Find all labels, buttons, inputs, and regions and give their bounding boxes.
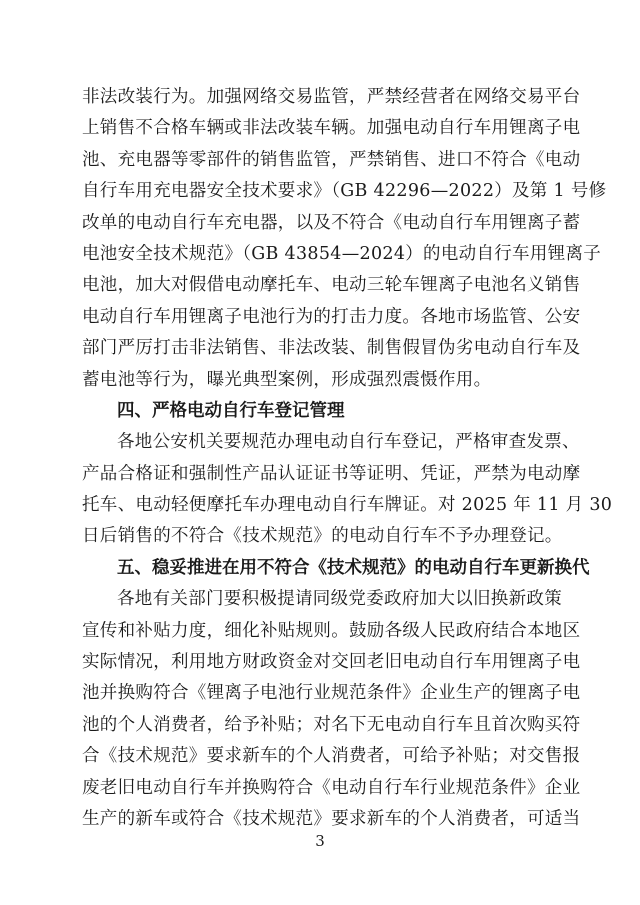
- text-line: 废老旧电动自行车并换购符合《电动自行车行业规范条件》企业: [82, 777, 581, 798]
- text-line: 电池，加大对假借电动摩托车、电动三轮车锂离子电池名义销售: [82, 275, 581, 296]
- page-number: 3: [315, 832, 325, 850]
- text-line: 合《技术规范》要求新车的个人消费者，可给予补贴；对交售报: [82, 746, 581, 767]
- section-heading: 五、稳妥推进在用不符合《技术规范》的电动自行车更新换代: [117, 557, 590, 578]
- text-line: 池的个人消费者，给予补贴；对名下无电动自行车且首次购买符: [82, 714, 581, 735]
- text-line: 各地有关部门要积极提请同级党委政府加大以旧换新政策: [117, 589, 562, 610]
- text-line: 各地公安机关要规范办理电动自行车登记，严格审查发票、: [117, 432, 580, 453]
- text-line: 电动自行车用锂离子电池行为的打击力度。各地市场监管、公安: [82, 306, 581, 327]
- text-line: 非法改装行为。加强网络交易监管，严禁经营者在网络交易平台: [82, 87, 581, 107]
- section-registration-management: [82, 396, 613, 553]
- text-line: 蓄电池等行为，曝光典型案例，形成强烈震慑作用。: [82, 369, 492, 390]
- text-line: 池并换购符合《锂离子电池行业规范条件》企业生产的锂离子电: [82, 683, 581, 704]
- text-line: 部门严厉打击非法销售、非法改装、制售假冒伪劣电动自行车及: [82, 338, 581, 359]
- document-page: [82, 82, 613, 835]
- text-line: 宣传和补贴力度，细化补贴规则。鼓励各级人民政府结合本地区: [82, 620, 581, 641]
- text-line: 上销售不合格车辆或非法改装车辆。加强电动自行车用锂离子电: [82, 118, 581, 139]
- text-line: 改单的电动自行车充电器，以及不符合《电动自行车用锂离子蓄: [82, 212, 581, 233]
- text-line: 产品合格证和强制性产品认证证书等证明、凭证，严禁为电动摩: [82, 463, 581, 484]
- paragraph-market-supervision: [82, 82, 607, 396]
- text-line: 池、充电器等零部件的销售监管，严禁销售、进口不符合《电动: [82, 149, 581, 170]
- text-line: 日后销售的不符合《技术规范》的电动自行车不予办理登记。: [82, 526, 563, 547]
- text-line: 生产的新车或符合《技术规范》要求新车的个人消费者，可适当: [82, 808, 581, 829]
- text-line: 自行车用充电器安全技术要求》（GB 42296—2022）及第 1 号修: [82, 181, 607, 202]
- text-line: 电池安全技术规范》（GB 43854—2024）的电动自行车用锂离子: [82, 243, 602, 264]
- text-line: 托车、电动轻便摩托车办理电动自行车牌证。对 2025 年 11 月 30: [82, 495, 613, 516]
- text-line: 实际情况，利用地方财政资金对交回老旧电动自行车用锂离子电: [82, 652, 581, 673]
- section-replacement-upgrade: [82, 553, 590, 836]
- section-heading: 四、严格电动自行车登记管理: [117, 400, 345, 421]
